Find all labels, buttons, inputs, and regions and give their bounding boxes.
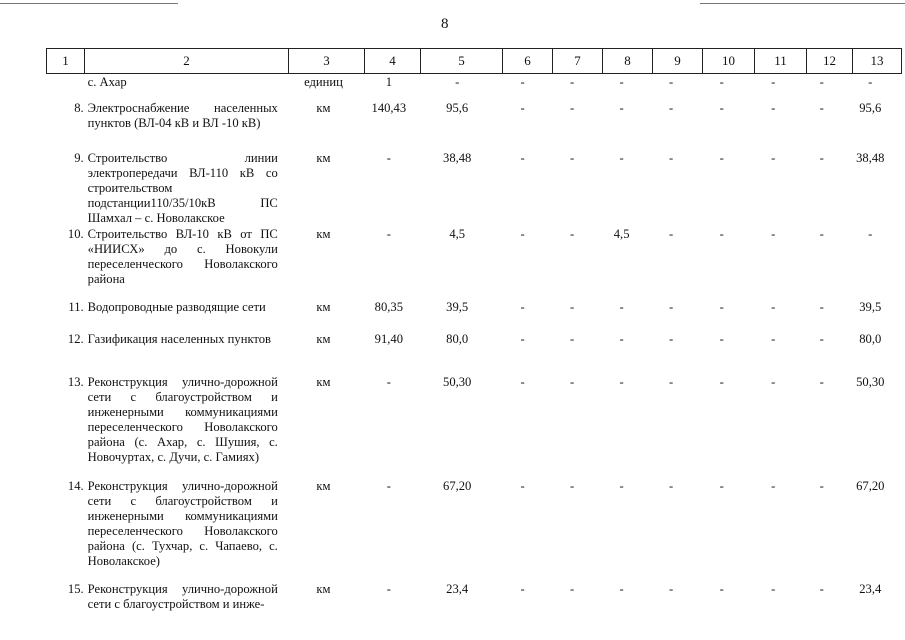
value-col-10: - — [719, 101, 724, 115]
table-row — [46, 101, 896, 151]
header-col-3: 3 — [288, 48, 365, 74]
header-col-2: 2 — [84, 48, 289, 74]
value-col-12: - — [819, 227, 824, 241]
value-col-5: 4,5 — [449, 227, 466, 241]
table-row — [46, 227, 896, 300]
unit: км — [316, 151, 331, 165]
value-col-8: - — [619, 479, 624, 493]
value-col-8: 4,5 — [613, 227, 630, 241]
value-col-10: - — [719, 300, 724, 314]
item-name: Электроснабжение населенных пунктов (ВЛ-04 кВ и ВЛ -10 кВ) — [87, 101, 278, 130]
table-row — [46, 75, 896, 101]
value-col-13: 80,0 — [859, 332, 882, 346]
item-name: Строительство ВЛ-10 кВ от ПС «НИИСХ» до с. Новокули переселенческого Новолакского района — [87, 227, 278, 286]
table-row — [46, 332, 896, 375]
value-col-13: 50,30 — [856, 375, 885, 389]
value-col-8: - — [619, 75, 624, 89]
value-col-9: - — [669, 227, 674, 241]
header-col-11: 11 — [754, 48, 807, 74]
table-body — [46, 75, 896, 622]
header-col-10: 10 — [702, 48, 755, 74]
value-col-6: - — [520, 300, 525, 314]
value-col-7: - — [569, 479, 575, 493]
value-col-9: - — [669, 151, 674, 165]
unit: км — [316, 101, 331, 115]
value-col-10: - — [719, 151, 724, 165]
header-col-9: 9 — [652, 48, 703, 74]
value-col-13: - — [868, 227, 873, 241]
value-col-12: - — [819, 582, 824, 596]
value-col-9: - — [669, 300, 674, 314]
value-col-13: 39,5 — [859, 300, 882, 314]
item-name: Строительство линии электропередачи ВЛ-110 кВ со строительством подстанции110/35/10кВ ПС Шамхал – с. Новолакское — [87, 151, 278, 225]
header-col-4: 4 — [364, 48, 421, 74]
table-row — [46, 582, 896, 622]
value-col-10: - — [719, 375, 724, 389]
page-number: 8 — [441, 16, 449, 32]
unit: км — [316, 332, 331, 346]
value-col-11: - — [771, 75, 776, 89]
value-col-5: 23,4 — [446, 582, 469, 596]
value-col-11: - — [771, 332, 776, 346]
row-number: 13. — [67, 375, 84, 389]
value-col-11: - — [771, 151, 776, 165]
page-top-rule-right — [700, 3, 905, 4]
value-col-11: - — [771, 582, 776, 596]
item-name: Реконструкция улично-дорожной сети с благоустройством и инженерными коммуникациями переселенческого Новолакского района (с. Ахар, с. Шушия, с. Новочуртах, с. Дучи, с. Гамиях) — [87, 375, 278, 464]
value-col-12: - — [819, 479, 824, 493]
row-number: 11. — [68, 300, 84, 314]
value-col-7: - — [569, 375, 575, 389]
value-col-5: 38,48 — [443, 151, 472, 165]
value-col-7: - — [569, 75, 575, 89]
value-col-8: - — [619, 300, 624, 314]
value-col-5: 39,5 — [446, 300, 469, 314]
value-col-4: 140,43 — [371, 101, 407, 115]
value-col-11: - — [771, 375, 776, 389]
value-col-9: - — [669, 101, 674, 115]
value-col-13: 23,4 — [859, 582, 882, 596]
value-col-12: - — [819, 300, 824, 314]
value-col-11: - — [771, 227, 776, 241]
value-col-10: - — [719, 227, 724, 241]
value-col-12: - — [819, 151, 824, 165]
value-col-4: - — [386, 151, 391, 165]
value-col-4: - — [386, 227, 391, 241]
value-col-4: - — [386, 582, 391, 596]
row-number: 15. — [67, 582, 84, 596]
header-col-13: 13 — [852, 48, 902, 74]
value-col-10: - — [719, 75, 724, 89]
value-col-8: - — [619, 582, 624, 596]
value-col-4: - — [386, 375, 391, 389]
row-number: 10. — [67, 227, 84, 241]
item-name: с. Ахар — [87, 75, 127, 89]
value-col-8: - — [619, 101, 624, 115]
item-name: Водопроводные разводящие сети — [87, 300, 266, 314]
value-col-6: - — [520, 375, 525, 389]
header-col-6: 6 — [502, 48, 553, 74]
value-col-13: 67,20 — [856, 479, 885, 493]
table-row — [46, 375, 896, 479]
value-col-7: - — [569, 582, 575, 596]
value-col-12: - — [819, 101, 824, 115]
value-col-11: - — [771, 479, 776, 493]
value-col-4: 1 — [385, 75, 392, 89]
unit: км — [316, 479, 331, 493]
value-col-9: - — [669, 332, 674, 346]
value-col-12: - — [819, 375, 824, 389]
value-col-7: - — [569, 101, 575, 115]
value-col-5: - — [455, 75, 460, 89]
row-number: 8. — [74, 101, 84, 115]
row-number: 9. — [74, 151, 84, 165]
value-col-10: - — [719, 479, 724, 493]
value-col-10: - — [719, 582, 724, 596]
value-col-7: - — [569, 227, 575, 241]
value-col-13: 38,48 — [856, 151, 885, 165]
unit: км — [316, 582, 331, 596]
unit: км — [316, 300, 331, 314]
value-col-5: 67,20 — [443, 479, 472, 493]
table-header-row — [46, 48, 902, 74]
header-col-1: 1 — [46, 48, 85, 74]
value-col-8: - — [619, 151, 624, 165]
value-col-6: - — [520, 75, 525, 89]
value-col-5: 95,6 — [446, 101, 469, 115]
header-col-12: 12 — [806, 48, 853, 74]
unit: единиц — [304, 75, 343, 89]
header-col-7: 7 — [552, 48, 603, 74]
value-col-4: 91,40 — [374, 332, 404, 346]
value-col-12: - — [819, 332, 824, 346]
header-col-5: 5 — [420, 48, 503, 74]
item-name: Реконструкция улично-дорожной сети с благоустройством и инже- — [87, 582, 278, 611]
unit: км — [316, 375, 331, 389]
value-col-6: - — [520, 227, 525, 241]
value-col-7: - — [569, 332, 575, 346]
value-col-9: - — [669, 375, 674, 389]
value-col-12: - — [819, 75, 824, 89]
row-number: 12. — [67, 332, 84, 346]
value-col-8: - — [619, 375, 624, 389]
value-col-4: - — [386, 479, 391, 493]
value-col-9: - — [669, 582, 674, 596]
item-name: Реконструкция улично-дорожной сети с благоустройством и инженерными коммуникациями переселенческого Новолакского района (с. Тухчар, с. Чапаево, с. Новолакское) — [87, 479, 278, 568]
value-col-6: - — [520, 479, 525, 493]
value-col-5: 50,30 — [443, 375, 472, 389]
value-col-13: 95,6 — [859, 101, 882, 115]
value-col-11: - — [771, 101, 776, 115]
value-col-6: - — [520, 332, 525, 346]
item-name: Газификация населенных пунктов — [87, 332, 271, 346]
unit: км — [316, 227, 331, 241]
value-col-8: - — [619, 332, 624, 346]
table-row — [46, 479, 896, 582]
page-top-rule-left — [0, 3, 178, 4]
row-number: 14. — [67, 479, 84, 493]
table-row — [46, 151, 896, 227]
value-col-9: - — [669, 75, 674, 89]
value-col-5: 80,0 — [446, 332, 469, 346]
value-col-13: - — [868, 75, 873, 89]
table-row — [46, 300, 896, 332]
value-col-7: - — [569, 151, 575, 165]
header-col-8: 8 — [602, 48, 653, 74]
value-col-9: - — [669, 479, 674, 493]
value-col-7: - — [569, 300, 575, 314]
value-col-11: - — [771, 300, 776, 314]
value-col-6: - — [520, 101, 525, 115]
value-col-4: 80,35 — [374, 300, 404, 314]
value-col-10: - — [719, 332, 724, 346]
value-col-6: - — [520, 582, 525, 596]
value-col-6: - — [520, 151, 525, 165]
